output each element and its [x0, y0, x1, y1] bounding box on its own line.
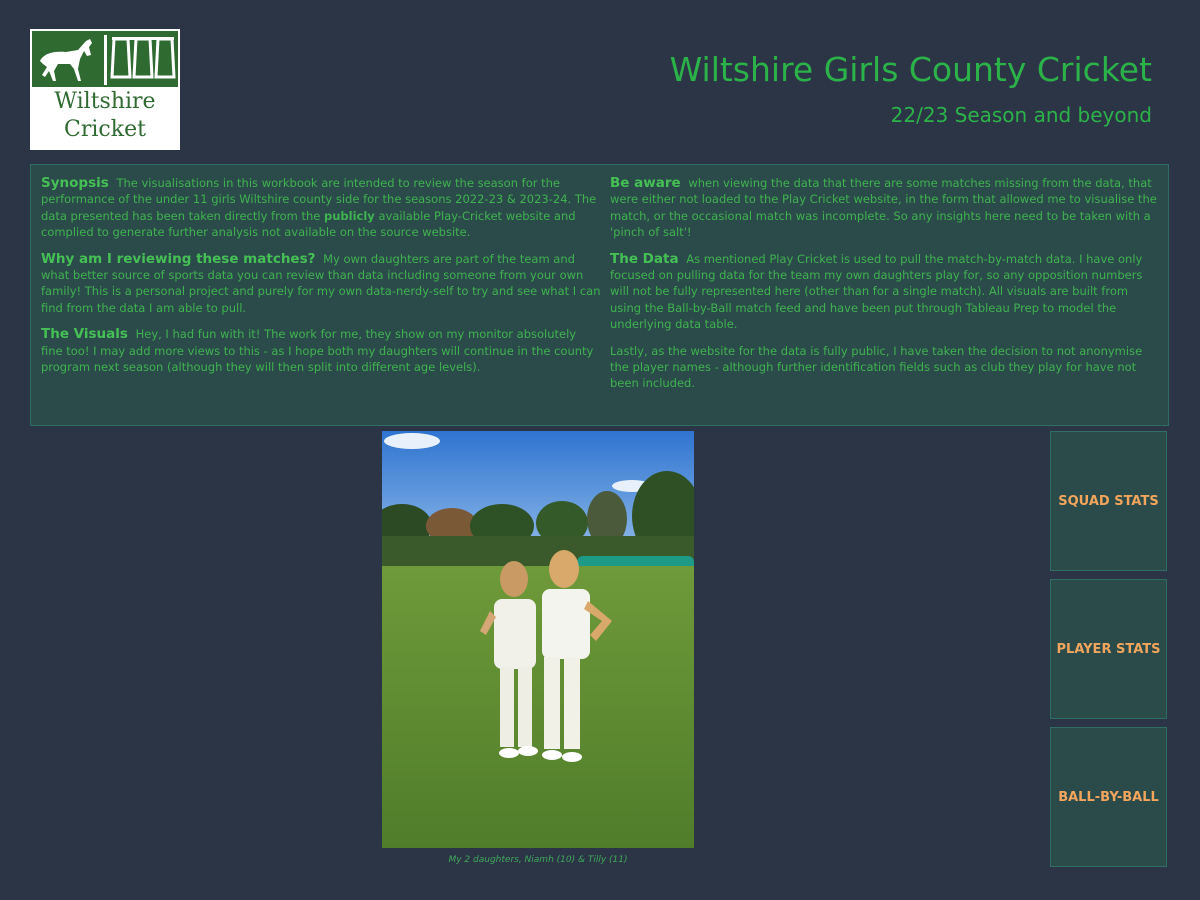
visuals-text: Hey, I had fun with it! The work for me, they show on my monitor absolutely fine too! I may add more views to this - as I hope both my daughters will continue in the county program next season (although they will then split into different age levels).: [41, 327, 594, 375]
visuals-paragraph: [41, 326, 601, 375]
logo-band: [32, 31, 178, 87]
aware-heading: Be aware: [610, 175, 681, 191]
synopsis-bold-word: publicly: [324, 208, 375, 223]
why-text: My own daughters are part of the team and what better source of sports data you can review than data including someone from your own family! This is a personal project and purely for my own data-nerdy-self to try and see what I can find from the data I am able to pull.: [41, 251, 601, 315]
data-text: As mentioned Play Cricket is used to pull the match-by-match data. I have only focused on pulling data for the team my own daughters play for, so any opposition numbers will not be fully represented here (other than for a single match). All visuals are built from using the Ball-by-Ball match feed and have been put through Tableau Prep to model the underlying data table.: [610, 251, 1143, 332]
synopsis-paragraph: [41, 175, 601, 241]
aware-paragraph: [610, 175, 1158, 241]
why-heading: Why am I reviewing these matches?: [41, 250, 316, 267]
white-horse-icon: [32, 31, 178, 87]
wiltshire-cricket-logo: [30, 29, 180, 150]
why-paragraph: [41, 251, 601, 317]
info-panel: [30, 164, 1169, 426]
player-stats-button[interactable]: PLAYER STATS: [1050, 579, 1167, 719]
lastly-paragraph: [610, 343, 1158, 392]
squad-stats-button[interactable]: SQUAD STATS: [1050, 431, 1167, 571]
page-subtitle: 22/23 Season and beyond: [890, 103, 1152, 127]
synopsis-text: The visualisations in this workbook are intended to review the season for the performance of the under 11 girls Wiltshire county side for the seasons 2022-23 & 2023-24. The data presented has been taken directly from the: [41, 176, 597, 223]
logo-text-line1: Wiltshire: [54, 89, 156, 114]
data-paragraph: [610, 251, 1158, 333]
synopsis-heading: Synopsis: [41, 175, 109, 191]
aware-text: when viewing the data that there are some matches missing from the data, that were either not loaded to the Play Cricket website, in the form that allowed me to visualise the match, or the occasional match was incomplete. So any insights here need to be taken with a 'pinch of salt'!: [610, 176, 1157, 240]
ball-by-ball-button[interactable]: BALL-BY-BALL: [1050, 727, 1167, 867]
photo-caption: My 2 daughters, Niamh (10) & Tilly (11): [448, 855, 628, 865]
page-title: Wiltshire Girls County Cricket: [669, 50, 1152, 89]
visuals-heading: The Visuals: [41, 326, 128, 343]
data-heading: The Data: [610, 250, 679, 267]
info-column-right: [610, 175, 1158, 402]
photo-image: [382, 431, 694, 848]
daughters-photo: [382, 431, 694, 848]
lastly-text: Lastly, as the website for the data is fully public, I have taken the decision to not anonymise the player names - although further identification fields such as club they play for have not been included.: [610, 343, 1143, 391]
info-column-left: [41, 175, 601, 385]
synopsis-text-end: available Play-Cricket website and complied to generate further analysis not available on the source website.: [41, 208, 576, 240]
logo-text-line2: Cricket: [64, 117, 146, 142]
